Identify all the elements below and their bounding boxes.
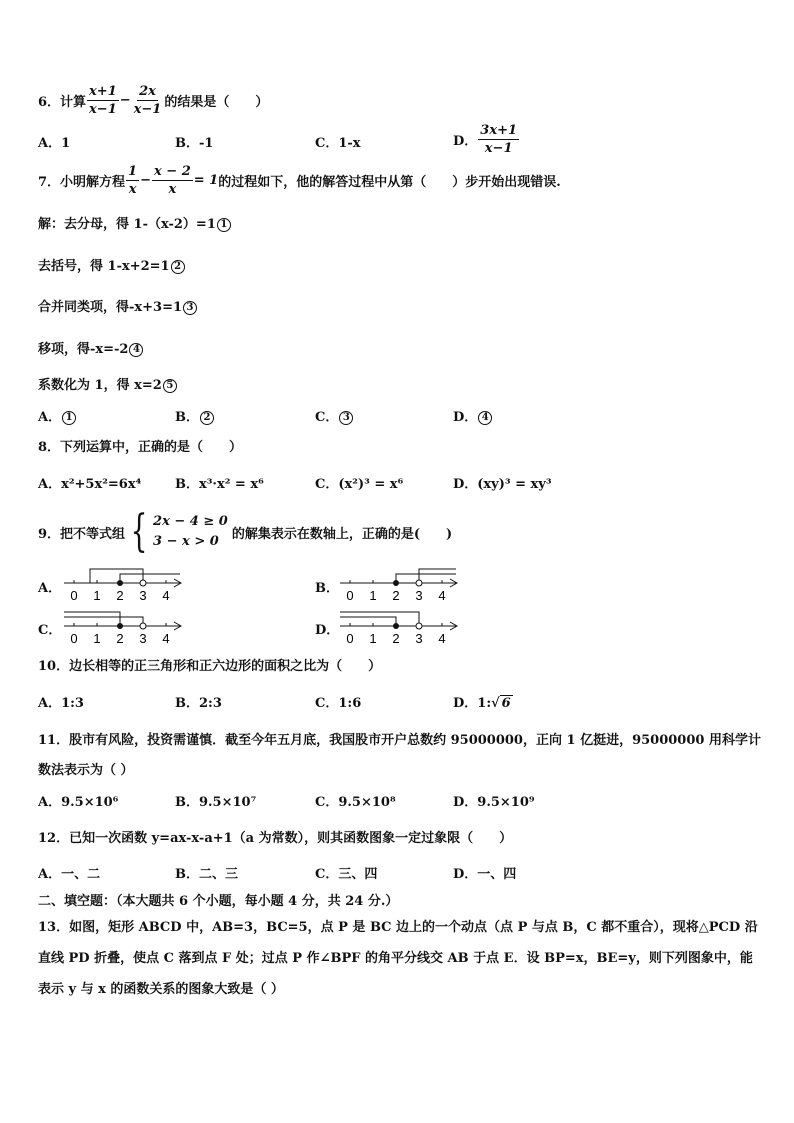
question-10-stem: 10．边长相等的正三角形和正六边形的面积之比为（ ） [38, 659, 382, 674]
circled-number: 1 [217, 218, 231, 232]
q9-option-c-number-line[interactable] [60, 608, 190, 648]
circled-number: 4 [129, 343, 143, 357]
svg-text:3: 3 [139, 631, 147, 646]
q9-option-b-label[interactable]: B． [315, 581, 339, 596]
svg-text:0: 0 [346, 588, 354, 603]
q6-fraction-1: $\frac{x+1}{x-1}$ [89, 83, 117, 117]
question-12-stem: 12．已知一次函数 y=ax-x-a+1（a 为常数），则其函数图象一定过象限（ ） [38, 831, 513, 846]
svg-text:2: 2 [116, 631, 124, 646]
svg-text:2: 2 [392, 588, 400, 603]
q10-option-c[interactable]: C．1:6 [315, 696, 362, 711]
left-brace-icon: { [130, 506, 148, 557]
svg-text:2: 2 [116, 588, 124, 603]
q12-option-c[interactable]: C．三、四 [315, 867, 378, 882]
svg-text:4: 4 [162, 631, 170, 646]
svg-text:3: 3 [415, 631, 423, 646]
q7-step-4: 移项，得-x=-2 4 [38, 338, 143, 357]
q8-option-a[interactable]: A．x²+5x²=6x⁴ [38, 477, 142, 492]
question-11-line-2: 数法表示为（ ） [38, 763, 134, 778]
question-8-stem: 8．下列运算中，正确的是（ ） [38, 440, 243, 455]
svg-text:0: 0 [70, 631, 78, 646]
svg-text:0: 0 [70, 588, 78, 603]
q10-option-a[interactable]: A．1:3 [38, 696, 84, 711]
q9-option-d-number-line[interactable] [336, 608, 466, 648]
question-13-line-3: 表示 y 与 x 的函数关系的图象大致是（ ） [38, 982, 284, 997]
question-11-line-1: 11．股市有风险，投资需谨慎．截至今年五月底，我国股市开户总数约 95000000，正向 1 亿挺进，95000000 用科学计 [38, 733, 761, 748]
svg-text:1: 1 [93, 631, 101, 646]
inequality-system: 2x − 4 ≥ 0 3 − x > 0 [153, 514, 228, 549]
q6-option-b[interactable]: B．-1 [175, 136, 214, 151]
q12-option-b[interactable]: B．二、三 [175, 867, 238, 882]
svg-text:4: 4 [438, 588, 446, 603]
q7-option-c[interactable]: C． 3 [315, 406, 353, 425]
q6-fraction-2: $\frac{2x}{x-1}$ [133, 83, 162, 117]
q7-step-1: 解：去分母，得 1-（x-2）=1 1 [38, 213, 231, 232]
q12-option-d[interactable]: D．一、四 [453, 867, 517, 882]
q9-option-c-label[interactable]: C． [38, 623, 62, 638]
q6-suffix: 的结果是（ ） [164, 94, 269, 110]
svg-text:4: 4 [438, 631, 446, 646]
svg-text:1: 1 [93, 588, 101, 603]
sqrt-icon: √ [491, 696, 500, 711]
q6-prefix: 6．计算 [38, 94, 87, 110]
question-13-line-2: 直线 PD 折叠，使点 C 落到点 F 处；过点 P 作∠BPF 的角平分线交 AB 于点 E．设 BP=x，BE=y，则下列图象中，能 [38, 951, 753, 966]
svg-text:3: 3 [415, 588, 423, 603]
q11-option-c[interactable]: C．9.5×10⁸ [315, 795, 396, 810]
q7-option-d[interactable]: D． 4 [453, 406, 492, 425]
q7-step-2: 去括号，得 1-x+2=1 2 [38, 255, 185, 274]
section-heading: 二、填空题：（本大题共 6 个小题，每小题 4 分，共 24 分.） [38, 894, 399, 909]
svg-text:4: 4 [162, 588, 170, 603]
q7-option-b[interactable]: B． 2 [175, 406, 214, 425]
svg-text:3: 3 [139, 588, 147, 603]
svg-text:1: 1 [369, 588, 377, 603]
q10-option-b[interactable]: B．2:3 [175, 696, 222, 711]
svg-text:1: 1 [369, 631, 377, 646]
q7-step-3: 合并同类项，得-x+3=1 3 [38, 296, 197, 315]
q7-fraction-1: $\frac{1}{x}$ [128, 163, 138, 197]
q6-option-a[interactable]: A．1 [38, 136, 71, 151]
q8-option-c[interactable]: C．(x²)³ = x⁶ [315, 477, 404, 492]
question-7-stem: 7．小明解方程 $\frac{1}{x}$ − $\frac{x - 2}{x}$ = 1 的过程如下，他的解答过程中从第（ ）步开始出现错误. [38, 163, 561, 197]
q7-fraction-2: $\frac{x - 2}{x}$ [154, 163, 191, 197]
q6-option-d-fraction: $\frac{3x+1}{x-1}$ [480, 122, 518, 156]
q9-option-a-number-line[interactable] [60, 565, 190, 605]
q9-option-d-label[interactable]: D． [315, 623, 340, 638]
q11-option-d[interactable]: D．9.5×10⁹ [453, 795, 535, 810]
q7-option-a[interactable]: A． 1 [38, 406, 76, 425]
q8-option-b[interactable]: B．x³·x² = x⁶ [175, 477, 264, 492]
circled-number: 2 [171, 260, 185, 274]
svg-text:0: 0 [346, 631, 354, 646]
svg-text:2: 2 [392, 631, 400, 646]
question-9-stem: 9．把不等式组 { 2x − 4 ≥ 0 3 − x > 0 的解集表示在数轴上，正确的是( ) [38, 506, 453, 557]
q7-step-5: 系数化为 1，得 x=2 5 [38, 374, 177, 393]
q6-option-d[interactable]: D． $\frac{3x+1}{x-1}$ [453, 122, 518, 156]
circled-number: 5 [163, 379, 177, 393]
q11-option-b[interactable]: B．9.5×10⁷ [175, 795, 257, 810]
q8-option-d[interactable]: D．(xy)³ = xy³ [453, 477, 552, 492]
circled-number: 3 [183, 301, 197, 315]
q12-option-a[interactable]: A．一、二 [38, 867, 101, 882]
q10-option-d[interactable]: D．1:√ 6 [453, 696, 511, 711]
q9-option-a-label[interactable]: A． [38, 581, 62, 596]
question-13-line-1: 13．如图，矩形 ABCD 中，AB=3，BC=5，点 P 是 BC 边上的一个动点（点 P 与点 B，C 都不重合），现将△PCD 沿 [38, 920, 758, 935]
question-6-stem: 6．计算 $\frac{x+1}{x-1}$ − $\frac{2x}{x-1}$ 的结果是（ ） [38, 83, 269, 117]
q11-option-a[interactable]: A．9.5×10⁶ [38, 795, 119, 810]
q6-option-c[interactable]: C．1-x [315, 136, 361, 151]
q9-option-b-number-line[interactable] [336, 565, 466, 605]
